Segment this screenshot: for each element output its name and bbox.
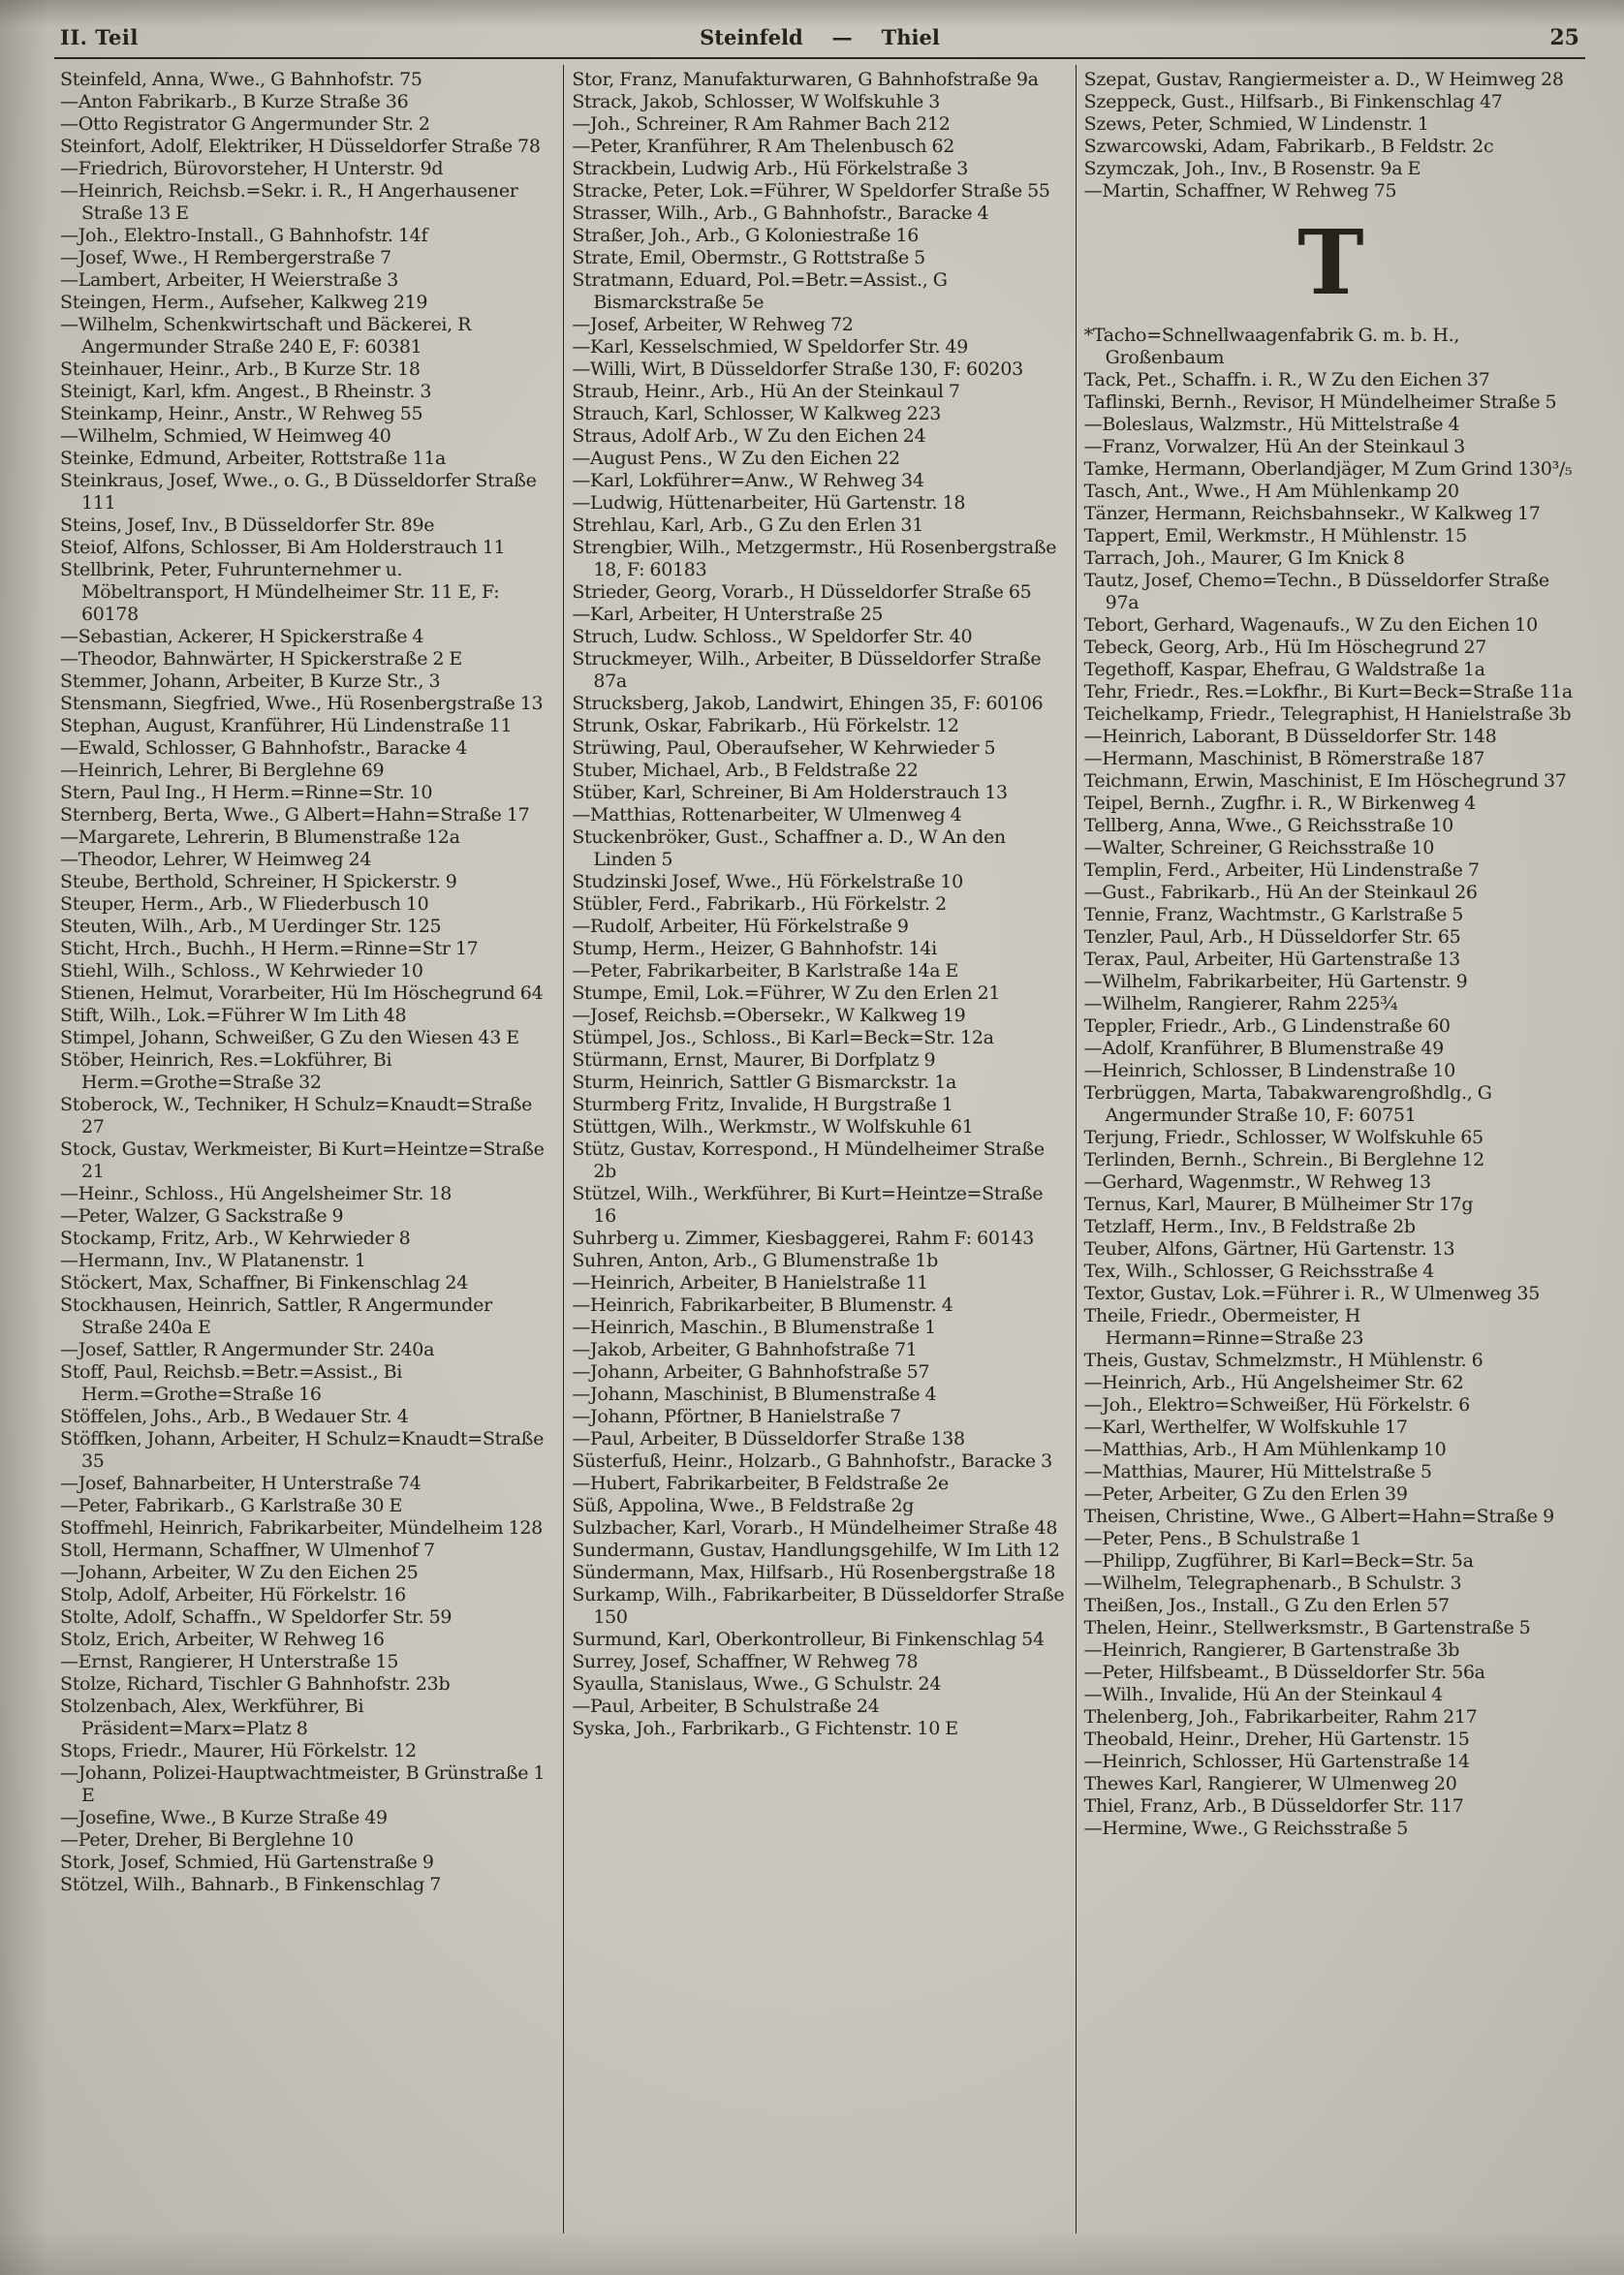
directory-entry: Stolzenbach, Alex, Werkführer, Bi Präsident=Marx=Platz 8 [60, 1696, 364, 1739]
directory-entry: Sturmberg Fritz, Invalide, H Burgstraße 1 [572, 1094, 953, 1115]
directory-entry: Stüber, Karl, Schreiner, Bi Am Holderstrauch 13 [572, 782, 1008, 803]
page-number: 25 [1549, 25, 1579, 50]
column-2 [563, 65, 1075, 2233]
directory-entry: Theis, Gustav, Schmelzmstr., H Mühlenstr. 6 [1083, 1350, 1483, 1371]
directory-entry: Stockhausen, Heinrich, Sattler, R Angermunder Straße 240a E [60, 1294, 492, 1338]
directory-entry: Stuckenbröker, Gust., Schaffner a. D., W An den Linden 5 [572, 826, 1006, 870]
section-letter: T [1297, 210, 1364, 315]
directory-entry: Theobald, Heinr., Dreher, Hü Gartenstr. 15 [1083, 1729, 1470, 1750]
directory-entry: —Johann, Arbeiter, W Zu den Eichen 25 [60, 1562, 419, 1583]
directory-entry: —Josef, Wwe., H Rembergerstraße 7 [60, 247, 391, 268]
column-1 [52, 65, 563, 2233]
directory-entry: Stöffken, Johann, Arbeiter, H Schulz=Knaudt=Straße 35 [60, 1428, 545, 1472]
running-title-from: Steinfeld [700, 25, 803, 49]
directory-entry: Studzinski Josef, Wwe., Hü Förkelstraße 10 [572, 871, 963, 892]
directory-entry: Stoll, Hermann, Schaffner, W Ulmenhof 7 [60, 1540, 435, 1561]
directory-entry: Tautz, Josef, Chemo=Techn., B Düsseldorfer Straße 97a [1083, 570, 1549, 613]
directory-entry: Surmund, Karl, Oberkontrolleur, Bi Finkenschlag 54 [572, 1629, 1045, 1650]
directory-entry: Stoberock, W., Techniker, H Schulz=Knaudt=Straße 27 [60, 1094, 533, 1138]
directory-entry: Süß, Appolina, Wwe., B Feldstraße 2g [572, 1495, 915, 1516]
directory-entry: —Matthias, Rottenarbeiter, W Ulmenweg 4 [572, 804, 962, 826]
directory-entry: Tex, Wilh., Schlosser, G Reichsstraße 4 [1083, 1261, 1434, 1282]
directory-entry: Sturm, Heinrich, Sattler G Bismarckstr. 1a [572, 1072, 957, 1093]
directory-entry: Tebort, Gerhard, Wagenaufs., W Zu den Eichen 10 [1083, 614, 1538, 636]
directory-entry: —Heinrich, Laborant, B Düsseldorfer Str. 148 [1083, 726, 1497, 747]
directory-entry: —August Pens., W Zu den Eichen 22 [572, 448, 900, 469]
directory-entry: Stock, Gustav, Werkmeister, Bi Kurt=Heintze=Straße 21 [60, 1138, 545, 1182]
directory-entry: Stütz, Gustav, Korrespond., H Mündelheimer Straße 2b [572, 1138, 1045, 1182]
directory-entry: Teuber, Alfons, Gärtner, Hü Gartenstr. 13 [1083, 1238, 1455, 1260]
directory-entry: —Margarete, Lehrerin, B Blumenstraße 12a [60, 826, 460, 848]
directory-entry: Steinhauer, Heinr., Arb., B Kurze Str. 18 [60, 358, 421, 380]
directory-entry: Stellbrink, Peter, Fuhrunternehmer u. Möbeltransport, H Mündelheimer Str. 11 E, F: 60178 [60, 559, 500, 625]
running-title [273, 25, 1366, 49]
directory-entry: Stützel, Wilh., Werkführer, Bi Kurt=Heintze=Straße 16 [572, 1183, 1044, 1227]
directory-entry: —Peter, Fabrikarbeiter, B Karlstraße 14a E [572, 960, 959, 982]
directory-entry: Strasser, Wilh., Arb., G Bahnhofstr., Baracke 4 [572, 203, 989, 224]
directory-entry: Stemmer, Johann, Arbeiter, B Kurze Str., 3 [60, 670, 441, 692]
directory-entry: Thelenberg, Joh., Fabrikarbeiter, Rahm 217 [1083, 1706, 1478, 1728]
directory-entry: —Boleslaus, Walzmstr., Hü Mittelstraße 4 [1083, 414, 1460, 435]
directory-entry: Teipel, Bernh., Zugfhr. i. R., W Birkenweg 4 [1083, 793, 1476, 814]
directory-entry: Stoffmehl, Heinrich, Fabrikarbeiter, Mündelheim 128 [60, 1517, 543, 1539]
directory-entry: —Josefine, Wwe., B Kurze Straße 49 [60, 1807, 388, 1828]
directory-entry: —Lambert, Arbeiter, H Weierstraße 3 [60, 269, 399, 291]
directory-entry: Teichelkamp, Friedr., Telegraphist, H Hanielstraße 3b [1083, 703, 1572, 725]
directory-entry: Tetzlaff, Herm., Inv., B Feldstraße 2b [1083, 1216, 1416, 1237]
directory-entry: Thelen, Heinr., Stellwerksmstr., B Gartenstraße 5 [1083, 1617, 1531, 1638]
directory-entry: —Ernst, Rangierer, H Unterstraße 15 [60, 1651, 399, 1672]
directory-entry: Suhrberg u. Zimmer, Kiesbaggerei, Rahm F: 60143 [572, 1228, 1034, 1249]
directory-entry: Steinfeld, Anna, Wwe., G Bahnhofstr. 75 [60, 69, 422, 90]
directory-entry: —Hermine, Wwe., G Reichsstraße 5 [1083, 1818, 1409, 1839]
directory-entry: Surkamp, Wilh., Fabrikarbeiter, B Düsseldorfer Straße 150 [572, 1584, 1065, 1628]
directory-entry: Stüttgen, Wilh., Werkmstr., W Wolfskuhle 61 [572, 1116, 974, 1138]
directory-entry: Steuper, Herm., Arb., W Fliederbusch 10 [60, 893, 429, 915]
directory-entry: Stötzel, Wilh., Bahnarb., B Finkenschlag 7 [60, 1874, 442, 1895]
directory-entry: Syaulla, Stanislaus, Wwe., G Schulstr. 24 [572, 1673, 942, 1695]
directory-entry: —Heinrich, Schlosser, B Lindenstraße 10 [1083, 1060, 1455, 1081]
directory-entry: —Willi, Wirt, B Düsseldorfer Straße 130, F: 60203 [572, 358, 1023, 380]
directory-entry: —Karl, Lokführer=Anw., W Rehweg 34 [572, 470, 924, 491]
directory-entry: Stolze, Richard, Tischler G Bahnhofstr. 23b [60, 1673, 451, 1695]
page-header [52, 21, 1587, 57]
directory-entry: —Johann, Polizei-Hauptwachtmeister, B Grünstraße 1 E [60, 1762, 546, 1806]
directory-entry: Stienen, Helmut, Vorarbeiter, Hü Im Höschegrund 64 [60, 982, 544, 1004]
directory-entry: —Heinrich, Maschin., B Blumenstraße 1 [572, 1317, 936, 1338]
directory-entry: —Peter, Walzer, G Sackstraße 9 [60, 1205, 344, 1227]
directory-entry: —Rudolf, Arbeiter, Hü Förkelstraße 9 [572, 916, 909, 937]
directory-entry: —Theodor, Bahnwärter, H Spickerstraße 2 E [60, 648, 462, 670]
directory-entry: —Adolf, Kranführer, B Blumenstraße 49 [1083, 1038, 1444, 1059]
directory-entry: Stürmann, Ernst, Maurer, Bi Dorfplatz 9 [572, 1049, 936, 1071]
directory-entry: Theisen, Christine, Wwe., G Albert=Hahn=Straße 9 [1083, 1506, 1554, 1527]
directory-entry: Terbrüggen, Marta, Tabakwarengroßhdlg., G Angermunder Straße 10, F: 60751 [1083, 1082, 1492, 1126]
directory-entry: —Peter, Arbeiter, G Zu den Erlen 39 [1083, 1483, 1408, 1505]
directory-entry: Tennie, Franz, Wachtmstr., G Karlstraße 5 [1083, 904, 1464, 925]
directory-entry: Steiof, Alfons, Schlosser, Bi Am Holderstrauch 11 [60, 537, 506, 558]
directory-entry: Terlinden, Bernh., Schrein., Bi Berglehne 12 [1083, 1149, 1484, 1170]
directory-entry: —Heinrich, Lehrer, Bi Berglehne 69 [60, 760, 385, 781]
directory-entry: Terjung, Friedr., Schlosser, W Wolfskuhle 65 [1083, 1127, 1483, 1148]
directory-entry: Tappert, Emil, Werkmstr., H Mühlenstr. 15 [1083, 525, 1467, 546]
directory-entry: Straus, Adolf Arb., W Zu den Eichen 24 [572, 425, 926, 447]
directory-entry: —Ewald, Schlosser, G Bahnhofstr., Baracke 4 [60, 737, 468, 759]
directory-entry: Stoff, Paul, Reichsb.=Betr.=Assist., Bi Herm.=Grothe=Straße 16 [60, 1361, 403, 1405]
directory-entry: *Tacho=Schnellwaagenfabrik G. m. b. H., Großenbaum [1083, 325, 1460, 368]
directory-entry: Steinke, Edmund, Arbeiter, Rottstraße 11a [60, 448, 447, 469]
directory-entry: —Peter, Kranführer, R Am Thelenbusch 62 [572, 136, 955, 157]
directory-entry: Terax, Paul, Arbeiter, Hü Gartenstraße 13 [1083, 949, 1460, 970]
directory-entry: Teppler, Friedr., Arb., G Lindenstraße 60 [1083, 1015, 1451, 1037]
directory-entry: Szwarcowski, Adam, Fabrikarb., B Feldstr. 2c [1083, 136, 1494, 157]
directory-entry: —Heinrich, Rangierer, B Gartenstraße 3b [1083, 1639, 1460, 1661]
directory-entry: Steins, Josef, Inv., B Düsseldorfer Str. 89e [60, 514, 435, 536]
directory-entry: Tasch, Ant., Wwe., H Am Mühlenkamp 20 [1083, 481, 1459, 502]
directory-entry: —Otto Registrator G Angermunder Str. 2 [60, 113, 430, 135]
directory-entry: —Jakob, Arbeiter, G Bahnhofstraße 71 [572, 1339, 918, 1360]
directory-entry: —Philipp, Zugführer, Bi Karl=Beck=Str. 5a [1083, 1550, 1474, 1572]
directory-entry: Sündermann, Max, Hilfsarb., Hü Rosenbergstraße 18 [572, 1562, 1056, 1583]
directory-entry: Stöber, Heinrich, Res.=Lokführer, Bi Herm.=Grothe=Straße 32 [60, 1049, 392, 1093]
directory-entry: Stübler, Ferd., Fabrikarb., Hü Förkelstr. 2 [572, 893, 947, 915]
directory-entry: Stratmann, Eduard, Pol.=Betr.=Assist., G Bismarckstraße 5e [572, 269, 948, 313]
directory-entry: Tänzer, Hermann, Reichsbahnsekr., W Kalkweg 17 [1083, 503, 1541, 524]
directory-entry: Stift, Wilh., Lok.=Führer W Im Lith 48 [60, 1005, 407, 1026]
directory-entry: Stracke, Peter, Lok.=Führer, W Speldorfer Straße 55 [572, 180, 1050, 202]
directory-entry: —Matthias, Maurer, Hü Mittelstraße 5 [1083, 1461, 1432, 1482]
directory-entry: Stuber, Michael, Arb., B Feldstraße 22 [572, 760, 919, 781]
directory-entry: Strengbier, Wilh., Metzgermstr., Hü Rosenbergstraße 18, F: 60183 [572, 537, 1057, 580]
directory-entry: —Johann, Pförtner, B Hanielstraße 7 [572, 1406, 901, 1427]
directory-entry: Tehr, Friedr., Res.=Lokfhr., Bi Kurt=Beck=Straße 11a [1083, 681, 1573, 702]
directory-entry: Thewes Karl, Rangierer, W Ulmenweg 20 [1083, 1773, 1457, 1794]
directory-entry: Textor, Gustav, Lok.=Führer i. R., W Ulmenweg 35 [1083, 1283, 1541, 1304]
directory-entry: Struckmeyer, Wilh., Arbeiter, B Düsseldorfer Straße 87a [572, 648, 1042, 692]
directory-entry: —Peter, Dreher, Bi Berglehne 10 [60, 1829, 354, 1851]
directory-entry: Stockamp, Fritz, Arb., W Kehrwieder 8 [60, 1228, 411, 1249]
columns-container [52, 65, 1587, 2233]
directory-entry: —Karl, Arbeiter, H Unterstraße 25 [572, 604, 884, 625]
directory-entry: Tack, Pet., Schaffn. i. R., W Zu den Eichen 37 [1083, 369, 1490, 390]
directory-entry: —Josef, Bahnarbeiter, H Unterstraße 74 [60, 1473, 422, 1494]
directory-entry: —Wilh., Invalide, Hü An der Steinkaul 4 [1083, 1684, 1443, 1705]
directory-entry: —Hermann, Inv., W Platanenstr. 1 [60, 1250, 366, 1271]
directory-entry: Szeppeck, Gust., Hilfsarb., Bi Finkenschlag 47 [1083, 91, 1503, 112]
directory-entry: —Heinrich, Arb., Hü Angelsheimer Str. 62 [1083, 1372, 1464, 1393]
directory-entry: Stern, Paul Ing., H Herm.=Rinne=Str. 10 [60, 782, 433, 803]
directory-entry: —Karl, Kesselschmied, W Speldorfer Str. 49 [572, 336, 968, 358]
directory-entry: Tenzler, Paul, Arb., H Düsseldorfer Str. 65 [1083, 926, 1461, 948]
directory-entry: Strate, Emil, Obermstr., G Rottstraße 5 [572, 247, 925, 268]
directory-entry: Tellberg, Anna, Wwe., G Reichsstraße 10 [1083, 815, 1453, 836]
directory-entry: Steinigt, Karl, kfm. Angest., B Rheinstr. 3 [60, 381, 432, 402]
directory-entry: —Hubert, Fabrikarbeiter, B Feldstraße 2e [572, 1473, 949, 1494]
directory-entry: —Sebastian, Ackerer, H Spickerstraße 4 [60, 626, 424, 647]
directory-entry: —Paul, Arbeiter, B Düsseldorfer Straße 138 [572, 1428, 965, 1449]
directory-entry: —Joh., Elektro-Install., G Bahnhofstr. 14f [60, 225, 428, 246]
directory-entry: Steinkamp, Heinr., Anstr., W Rehweg 55 [60, 403, 423, 424]
directory-entry: Tebeck, Georg, Arb., Hü Im Höschegrund 27 [1083, 637, 1487, 658]
directory-entry: —Wilhelm, Schmied, W Heimweg 40 [60, 425, 391, 447]
directory-entry: Strunk, Oskar, Fabrikarb., Hü Förkelstr. 12 [572, 715, 959, 736]
directory-entry: —Wilhelm, Fabrikarbeiter, Hü Gartenstr. 9 [1083, 971, 1468, 992]
directory-entry: Stimpel, Johann, Schweißer, G Zu den Wiesen 43 E [60, 1027, 519, 1048]
directory-entry: —Heinrich, Fabrikarbeiter, B Blumenstr. 4 [572, 1294, 953, 1316]
directory-entry: —Walter, Schreiner, G Reichsstraße 10 [1083, 837, 1435, 858]
directory-entry: Teichmann, Erwin, Maschinist, E Im Höschegrund 37 [1083, 770, 1567, 792]
directory-entry: Sticht, Hrch., Buchh., H Herm.=Rinne=Str 17 [60, 938, 479, 959]
part-label: II. Teil [60, 25, 139, 49]
directory-entry: —Heinrich, Schlosser, Hü Gartenstraße 14 [1083, 1751, 1470, 1772]
directory-entry: Strackbein, Ludwig Arb., Hü Förkelstraße 3 [572, 158, 969, 179]
directory-entry: —Peter, Fabrikarb., G Karlstraße 30 E [60, 1495, 403, 1516]
header-rule [54, 57, 1585, 59]
directory-entry: —Wilhelm, Schenkwirtschaft und Bäckerei, R Angermunder Straße 240 E, F: 60381 [60, 314, 472, 358]
directory-entry: Tarrach, Joh., Maurer, G Im Knick 8 [1083, 547, 1405, 569]
directory-entry: Syska, Joh., Farbrikarb., G Fichtenstr. 10 E [572, 1718, 958, 1739]
directory-entry: Stolz, Erich, Arbeiter, W Rehweg 16 [60, 1629, 385, 1650]
directory-entry: —Matthias, Arb., H Am Mühlenkamp 10 [1083, 1439, 1447, 1460]
directory-entry: —Wilhelm, Telegraphenarb., B Schulstr. 3 [1083, 1573, 1462, 1594]
directory-entry: Struch, Ludw. Schloss., W Speldorfer Str. 40 [572, 626, 973, 647]
column-3 [1076, 65, 1587, 2233]
directory-entry: Stöckert, Max, Schaffner, Bi Finkenschlag 24 [60, 1272, 468, 1293]
directory-entry: —Josef, Reichsb.=Obersekr., W Kalkweg 19 [572, 1005, 966, 1026]
directory-entry: —Friedrich, Bürovorsteher, H Unterstr. 9d [60, 158, 444, 179]
directory-entry: Süsterfuß, Heinr., Holzarb., G Bahnhofstr., Baracke 3 [572, 1450, 1052, 1472]
directory-entry: —Johann, Maschinist, B Blumenstraße 4 [572, 1384, 937, 1405]
directory-entry: —Martin, Schaffner, W Rehweg 75 [1083, 180, 1397, 202]
directory-entry: Ternus, Karl, Maurer, B Mülheimer Str 17g [1083, 1194, 1474, 1215]
directory-entry: —Gerhard, Wagenmstr., W Rehweg 13 [1083, 1171, 1431, 1193]
directory-entry: Stephan, August, Kranführer, Hü Lindenstraße 11 [60, 715, 513, 736]
directory-entry: Stops, Friedr., Maurer, Hü Förkelstr. 12 [60, 1740, 417, 1761]
directory-entry: Theißen, Jos., Install., G Zu den Erlen 57 [1083, 1595, 1450, 1616]
directory-entry: Theile, Friedr., Obermeister, H Hermann=Rinne=Straße 23 [1083, 1305, 1364, 1349]
directory-entry: Steube, Berthold, Schreiner, H Spickerstr. 9 [60, 871, 457, 892]
directory-entry: Strauch, Karl, Schlosser, W Kalkweg 223 [572, 403, 942, 424]
directory-entry: Stümpel, Jos., Schloss., Bi Karl=Beck=Str. 12a [572, 1027, 994, 1048]
directory-entry: Steinkraus, Josef, Wwe., o. G., B Düsseldorfer Straße 111 [60, 470, 537, 514]
directory-entry: Sternberg, Berta, Wwe., G Albert=Hahn=Straße 17 [60, 804, 530, 826]
directory-entry: Tegethoff, Kaspar, Ehefrau, G Waldstraße 1a [1083, 659, 1485, 680]
running-title-dash: — [831, 25, 853, 49]
directory-entry: Taflinski, Bernh., Revisor, H Mündelheimer Straße 5 [1083, 391, 1557, 413]
directory-entry: Straub, Heinr., Arb., Hü An der Steinkaul 7 [572, 381, 960, 402]
directory-entry: Steuten, Wilh., Arb., M Uerdinger Str. 125 [60, 916, 442, 937]
directory-entry: —Karl, Werthelfer, W Wolfskuhle 17 [1083, 1417, 1408, 1438]
directory-entry: Strieder, Georg, Vorarb., H Düsseldorfer Straße 65 [572, 581, 1032, 603]
directory-entry: —Anton Fabrikarb., B Kurze Straße 36 [60, 91, 409, 112]
directory-entry: —Joh., Schreiner, R Am Rahmer Bach 212 [572, 113, 951, 135]
directory-entry: Tamke, Hermann, Oberlandjäger, M Zum Grind 130³/₅ [1083, 458, 1573, 480]
directory-entry: —Hermann, Maschinist, B Römerstraße 187 [1083, 748, 1485, 769]
directory-entry: Strüwing, Paul, Oberaufseher, W Kehrwieder 5 [572, 737, 996, 759]
directory-entry: Surrey, Josef, Schaffner, W Rehweg 78 [572, 1651, 919, 1672]
directory-entry: Stensmann, Siegfried, Wwe., Hü Rosenbergstraße 13 [60, 693, 544, 714]
directory-entry: Sulzbacher, Karl, Vorarb., H Mündelheimer Straße 48 [572, 1517, 1058, 1539]
directory-entry: Szews, Peter, Schmied, W Lindenstr. 1 [1083, 113, 1429, 135]
directory-entry: Szepat, Gustav, Rangiermeister a. D., W Heimweg 28 [1083, 69, 1564, 90]
directory-entry: —Joh., Elektro=Schweißer, Hü Förkelstr. 6 [1083, 1394, 1470, 1416]
directory-entry: Stolp, Adolf, Arbeiter, Hü Förkelstr. 16 [60, 1584, 406, 1605]
directory-entry: Straßer, Joh., Arb., G Koloniestraße 16 [572, 225, 920, 246]
directory-entry: —Theodor, Lehrer, W Heimweg 24 [60, 849, 372, 870]
directory-entry: Stiehl, Wilh., Schloss., W Kehrwieder 10 [60, 960, 423, 982]
directory-entry: —Johann, Arbeiter, G Bahnhofstraße 57 [572, 1361, 930, 1383]
directory-entry: Szymczak, Joh., Inv., B Rosenstr. 9a E [1083, 158, 1421, 179]
directory-entry: —Peter, Hilfsbeamt., B Düsseldorfer Str. 56a [1083, 1662, 1485, 1683]
directory-entry: Thiel, Franz, Arb., B Düsseldorfer Str. 117 [1083, 1795, 1464, 1817]
directory-entry: Strucksberg, Jakob, Landwirt, Ehingen 35, F: 60106 [572, 693, 1044, 714]
directory-entry: Stumpe, Emil, Lok.=Führer, W Zu den Erlen 21 [572, 982, 1001, 1004]
directory-entry: —Heinr., Schloss., Hü Angelsheimer Str. 18 [60, 1183, 453, 1204]
directory-entry: Stump, Herm., Heizer, G Bahnhofstr. 14i [572, 938, 937, 959]
directory-entry: Templin, Ferd., Arbeiter, Hü Lindenstraße 7 [1083, 859, 1480, 881]
running-title-to: Thiel [881, 25, 940, 49]
directory-entry: —Heinrich, Arbeiter, B Hanielstraße 11 [572, 1272, 928, 1293]
directory-entry: —Josef, Arbeiter, W Rehweg 72 [572, 314, 854, 335]
directory-entry: Sundermann, Gustav, Handlungsgehilfe, W Im Lith 12 [572, 1540, 1060, 1561]
directory-entry: Steingen, Herm., Aufseher, Kalkweg 219 [60, 292, 428, 313]
directory-entry: —Paul, Arbeiter, B Schulstraße 24 [572, 1696, 880, 1717]
directory-entry: Suhren, Anton, Arb., G Blumenstraße 1b [572, 1250, 939, 1271]
directory-entry: —Heinrich, Reichsb.=Sekr. i. R., H Angerhausener Straße 13 E [60, 180, 518, 224]
directory-entry: Steinfort, Adolf, Elektriker, H Düsseldorfer Straße 78 [60, 136, 541, 157]
directory-entry: Stöffelen, Johs., Arb., B Wedauer Str. 4 [60, 1406, 409, 1427]
directory-entry: —Franz, Vorwalzer, Hü An der Steinkaul 3 [1083, 436, 1465, 457]
directory-entry: Strack, Jakob, Schlosser, W Wolfskuhle 3 [572, 91, 941, 112]
directory-entry: —Josef, Sattler, R Angermunder Str. 240a [60, 1339, 435, 1360]
directory-entry: Stork, Josef, Schmied, Hü Gartenstraße 9 [60, 1852, 434, 1873]
directory-entry: Stolte, Adolf, Schaffn., W Speldorfer Str. 59 [60, 1606, 453, 1628]
directory-entry: Stor, Franz, Manufakturwaren, G Bahnhofstraße 9a [572, 69, 1039, 90]
directory-entry: —Peter, Pens., B Schulstraße 1 [1083, 1528, 1362, 1549]
directory-entry: —Gust., Fabrikarb., Hü An der Steinkaul 26 [1083, 882, 1478, 903]
directory-entry: —Wilhelm, Rangierer, Rahm 225¾ [1083, 993, 1398, 1014]
directory-entry: —Ludwig, Hüttenarbeiter, Hü Gartenstr. 18 [572, 492, 966, 514]
directory-entry: Strehlau, Karl, Arb., G Zu den Erlen 31 [572, 514, 924, 536]
